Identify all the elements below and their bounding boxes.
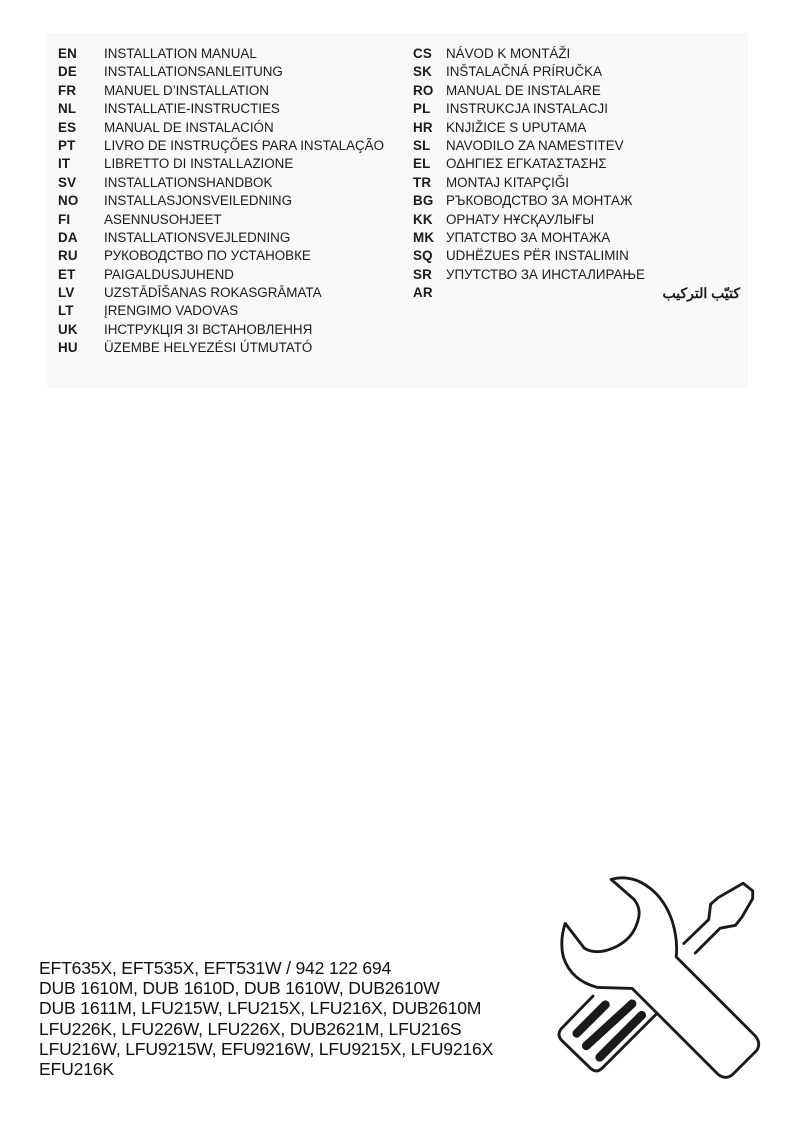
language-code: NL	[58, 101, 77, 117]
language-title: INSTRUKCJA INSTALACJI	[446, 101, 608, 117]
language-title: KNJIŽICE S UPUTAMA	[446, 119, 587, 135]
language-code: MK	[413, 229, 435, 245]
language-title: INSTALLATION MANUAL	[104, 46, 257, 61]
language-code: SQ	[413, 248, 433, 264]
language-title: INSTALLATIE-INSTRUCTIES	[104, 101, 280, 117]
language-code: PT	[58, 137, 76, 153]
language-title: РЪКОВОДСТВО ЗА МОНТАЖ	[446, 193, 633, 209]
language-title: LIBRETTO DI INSTALLAZIONE	[104, 156, 294, 172]
language-code: PL	[413, 101, 431, 117]
language-code: FR	[58, 82, 77, 98]
language-code: HR	[413, 119, 433, 135]
language-title: УПУТСТВО ЗА ИНСТАЛИРАЊЕ	[446, 266, 645, 282]
language-code: EN	[58, 46, 78, 61]
model-list	[39, 958, 493, 1079]
language-code: EL	[413, 156, 431, 172]
model-line: EFT635X, EFT535X, EFT531W / 942 122 694	[39, 958, 392, 978]
language-code: CS	[413, 46, 433, 61]
model-line: DUB 1610M, DUB 1610D, DUB 1610W, DUB2610W	[39, 978, 440, 999]
language-code: RO	[413, 82, 434, 98]
language-title: UZSTĀDĪŠANAS ROKASGRĀMATA	[104, 285, 322, 301]
language-code: NO	[58, 193, 79, 209]
language-title: MANUEL D’INSTALLATION	[104, 82, 269, 98]
language-title: ОРНАТУ НҰСҚАУЛЫҒЫ	[446, 211, 595, 227]
language-code: UK	[58, 321, 78, 337]
language-code: HU	[58, 340, 78, 356]
language-title: INSTALLATIONSVEJLEDNING	[104, 229, 291, 245]
language-code: SK	[413, 64, 433, 80]
language-title: ІНСТРУКЦІЯ ЗІ ВСТАНОВЛЕННЯ	[104, 321, 313, 337]
language-title: ASENNUSOHJEET	[104, 211, 222, 227]
language-code: FI	[58, 211, 71, 227]
model-line: LFU216W, LFU9215W, EFU9216W, LFU9215X, LFU9216X	[39, 1038, 494, 1059]
language-code: SL	[413, 137, 431, 153]
language-code: AR	[413, 285, 433, 301]
language-code: SR	[413, 266, 433, 282]
language-code: LV	[58, 285, 75, 301]
language-code: RU	[58, 248, 78, 264]
language-title: UDHËZUES PËR INSTALIMIN	[446, 248, 629, 264]
language-code: BG	[413, 193, 434, 209]
language-title: INSTALLATIONSANLEITUNG	[104, 64, 283, 80]
language-title: INŠTALAČNÁ PRÍRUČKA	[446, 64, 603, 80]
language-code: LT	[58, 303, 74, 319]
language-list-box	[47, 33, 748, 388]
language-code: ET	[58, 266, 76, 282]
language-code: ES	[58, 119, 77, 135]
language-code: SV	[58, 174, 77, 190]
language-code: DE	[58, 64, 78, 80]
language-title: NAVODILO ZA NAMESTITEV	[446, 137, 624, 153]
model-line: DUB 1611M, LFU215W, LFU215X, LFU216X, DUB2610M	[39, 998, 482, 1019]
language-title: MANUAL DE INSTALACIÓN	[104, 119, 274, 135]
language-title: ΟΔΗΓΙΕΣ ΕΓΚΑΤΑΣΤΑΣΗΣ	[446, 156, 607, 172]
language-title: NÁVOD K MONTÁŽI	[446, 46, 571, 61]
model-line: EFU216K	[39, 1059, 114, 1080]
language-title: كتيّب التركيب	[662, 285, 740, 302]
model-line: LFU226K, LFU226W, LFU226X, DUB2621M, LFU216S	[39, 1018, 462, 1039]
language-title: PAIGALDUSJUHEND	[104, 266, 234, 282]
language-title: MANUAL DE INSTALARE	[446, 82, 601, 98]
language-code: DA	[58, 229, 78, 245]
language-title: ĮRENGIMO VADOVAS	[104, 303, 239, 319]
wrench-and-screwdriver-icon	[548, 866, 768, 1086]
language-title: INSTALLASJONSVEILEDNING	[104, 193, 293, 209]
language-code: IT	[58, 156, 71, 172]
language-code: KK	[413, 211, 433, 227]
language-title: LIVRO DE INSTRUÇÕES PARA INSTALAÇÃO	[104, 137, 385, 153]
language-title: MONTAJ KITAPÇIĞI	[446, 174, 569, 190]
language-title: РУКОВОДСТВО ПО УСТАНОВКЕ	[104, 248, 311, 264]
language-title: INSTALLATIONSHANDBOK	[104, 174, 273, 190]
language-title: УПАТСТВО ЗА МОНТАЖА	[446, 229, 611, 245]
language-code: TR	[413, 174, 432, 190]
language-title: ÜZEMBE HELYEZÉSI ÚTMUTATÓ	[104, 340, 313, 356]
